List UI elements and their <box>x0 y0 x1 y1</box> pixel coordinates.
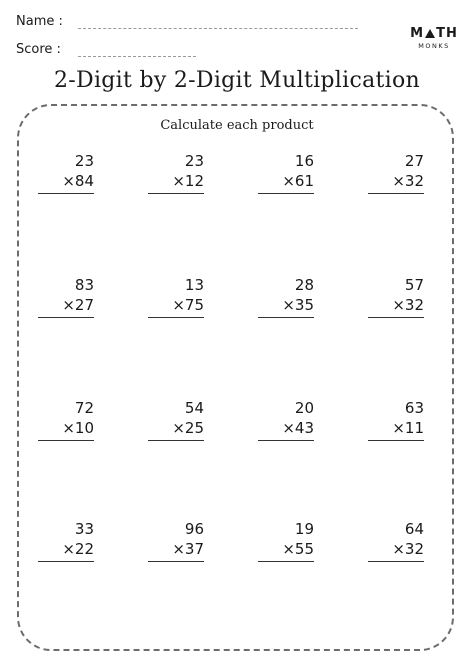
multiplicand: 19 <box>294 520 314 538</box>
multiplier: ×55 <box>258 539 314 562</box>
multiplicand: 23 <box>74 152 94 170</box>
multiplicand: 23 <box>184 152 204 170</box>
score-label: Score : <box>16 42 61 57</box>
problem-9 <box>38 398 94 441</box>
multiplier: ×27 <box>38 295 94 318</box>
problem-12 <box>368 398 424 441</box>
multiplier: ×11 <box>368 418 424 441</box>
multiplicand: 83 <box>74 276 94 294</box>
problem-16 <box>368 519 424 562</box>
problem-3 <box>258 151 314 194</box>
multiplier: ×35 <box>258 295 314 318</box>
problem-10 <box>148 398 204 441</box>
multiplicand: 57 <box>404 276 424 294</box>
multiplicand: 28 <box>294 276 314 294</box>
multiplier: ×32 <box>368 539 424 562</box>
problem-5 <box>38 275 94 318</box>
logo-letters-th: TH <box>436 26 458 41</box>
multiplicand: 16 <box>294 152 314 170</box>
multiplier: ×61 <box>258 171 314 194</box>
multiplicand: 33 <box>74 520 94 538</box>
problem-11 <box>258 398 314 441</box>
multiplier: ×32 <box>368 171 424 194</box>
multiplier: ×43 <box>258 418 314 441</box>
logo-letter-m: M <box>410 26 425 41</box>
multiplier: ×37 <box>148 539 204 562</box>
problem-1 <box>38 151 94 194</box>
problem-7 <box>258 275 314 318</box>
multiplicand: 64 <box>404 520 424 538</box>
multiplier: ×25 <box>148 418 204 441</box>
multiplier: ×10 <box>38 418 94 441</box>
name-label: Name : <box>16 14 63 29</box>
multiplicand: 13 <box>184 276 204 294</box>
multiplicand: 72 <box>74 399 94 417</box>
multiplier: ×32 <box>368 295 424 318</box>
multiplicand: 63 <box>404 399 424 417</box>
multiplier: ×75 <box>148 295 204 318</box>
multiplier: ×84 <box>38 171 94 194</box>
logo-subtitle: MONKS <box>418 42 450 50</box>
multiplier: ×12 <box>148 171 204 194</box>
page-title: 2-Digit by 2-Digit Multiplication <box>53 68 420 93</box>
problem-14 <box>148 519 204 562</box>
problem-6 <box>148 275 204 318</box>
problem-4 <box>368 151 424 194</box>
problem-8 <box>368 275 424 318</box>
instructions: Calculate each product <box>160 118 314 133</box>
problem-13 <box>38 519 94 562</box>
multiplicand: 27 <box>404 152 424 170</box>
problem-2 <box>148 151 204 194</box>
multiplicand: 54 <box>184 399 204 417</box>
multiplicand: 96 <box>184 520 204 538</box>
multiplier: ×22 <box>38 539 94 562</box>
multiplicand: 20 <box>294 399 314 417</box>
problem-15 <box>258 519 314 562</box>
